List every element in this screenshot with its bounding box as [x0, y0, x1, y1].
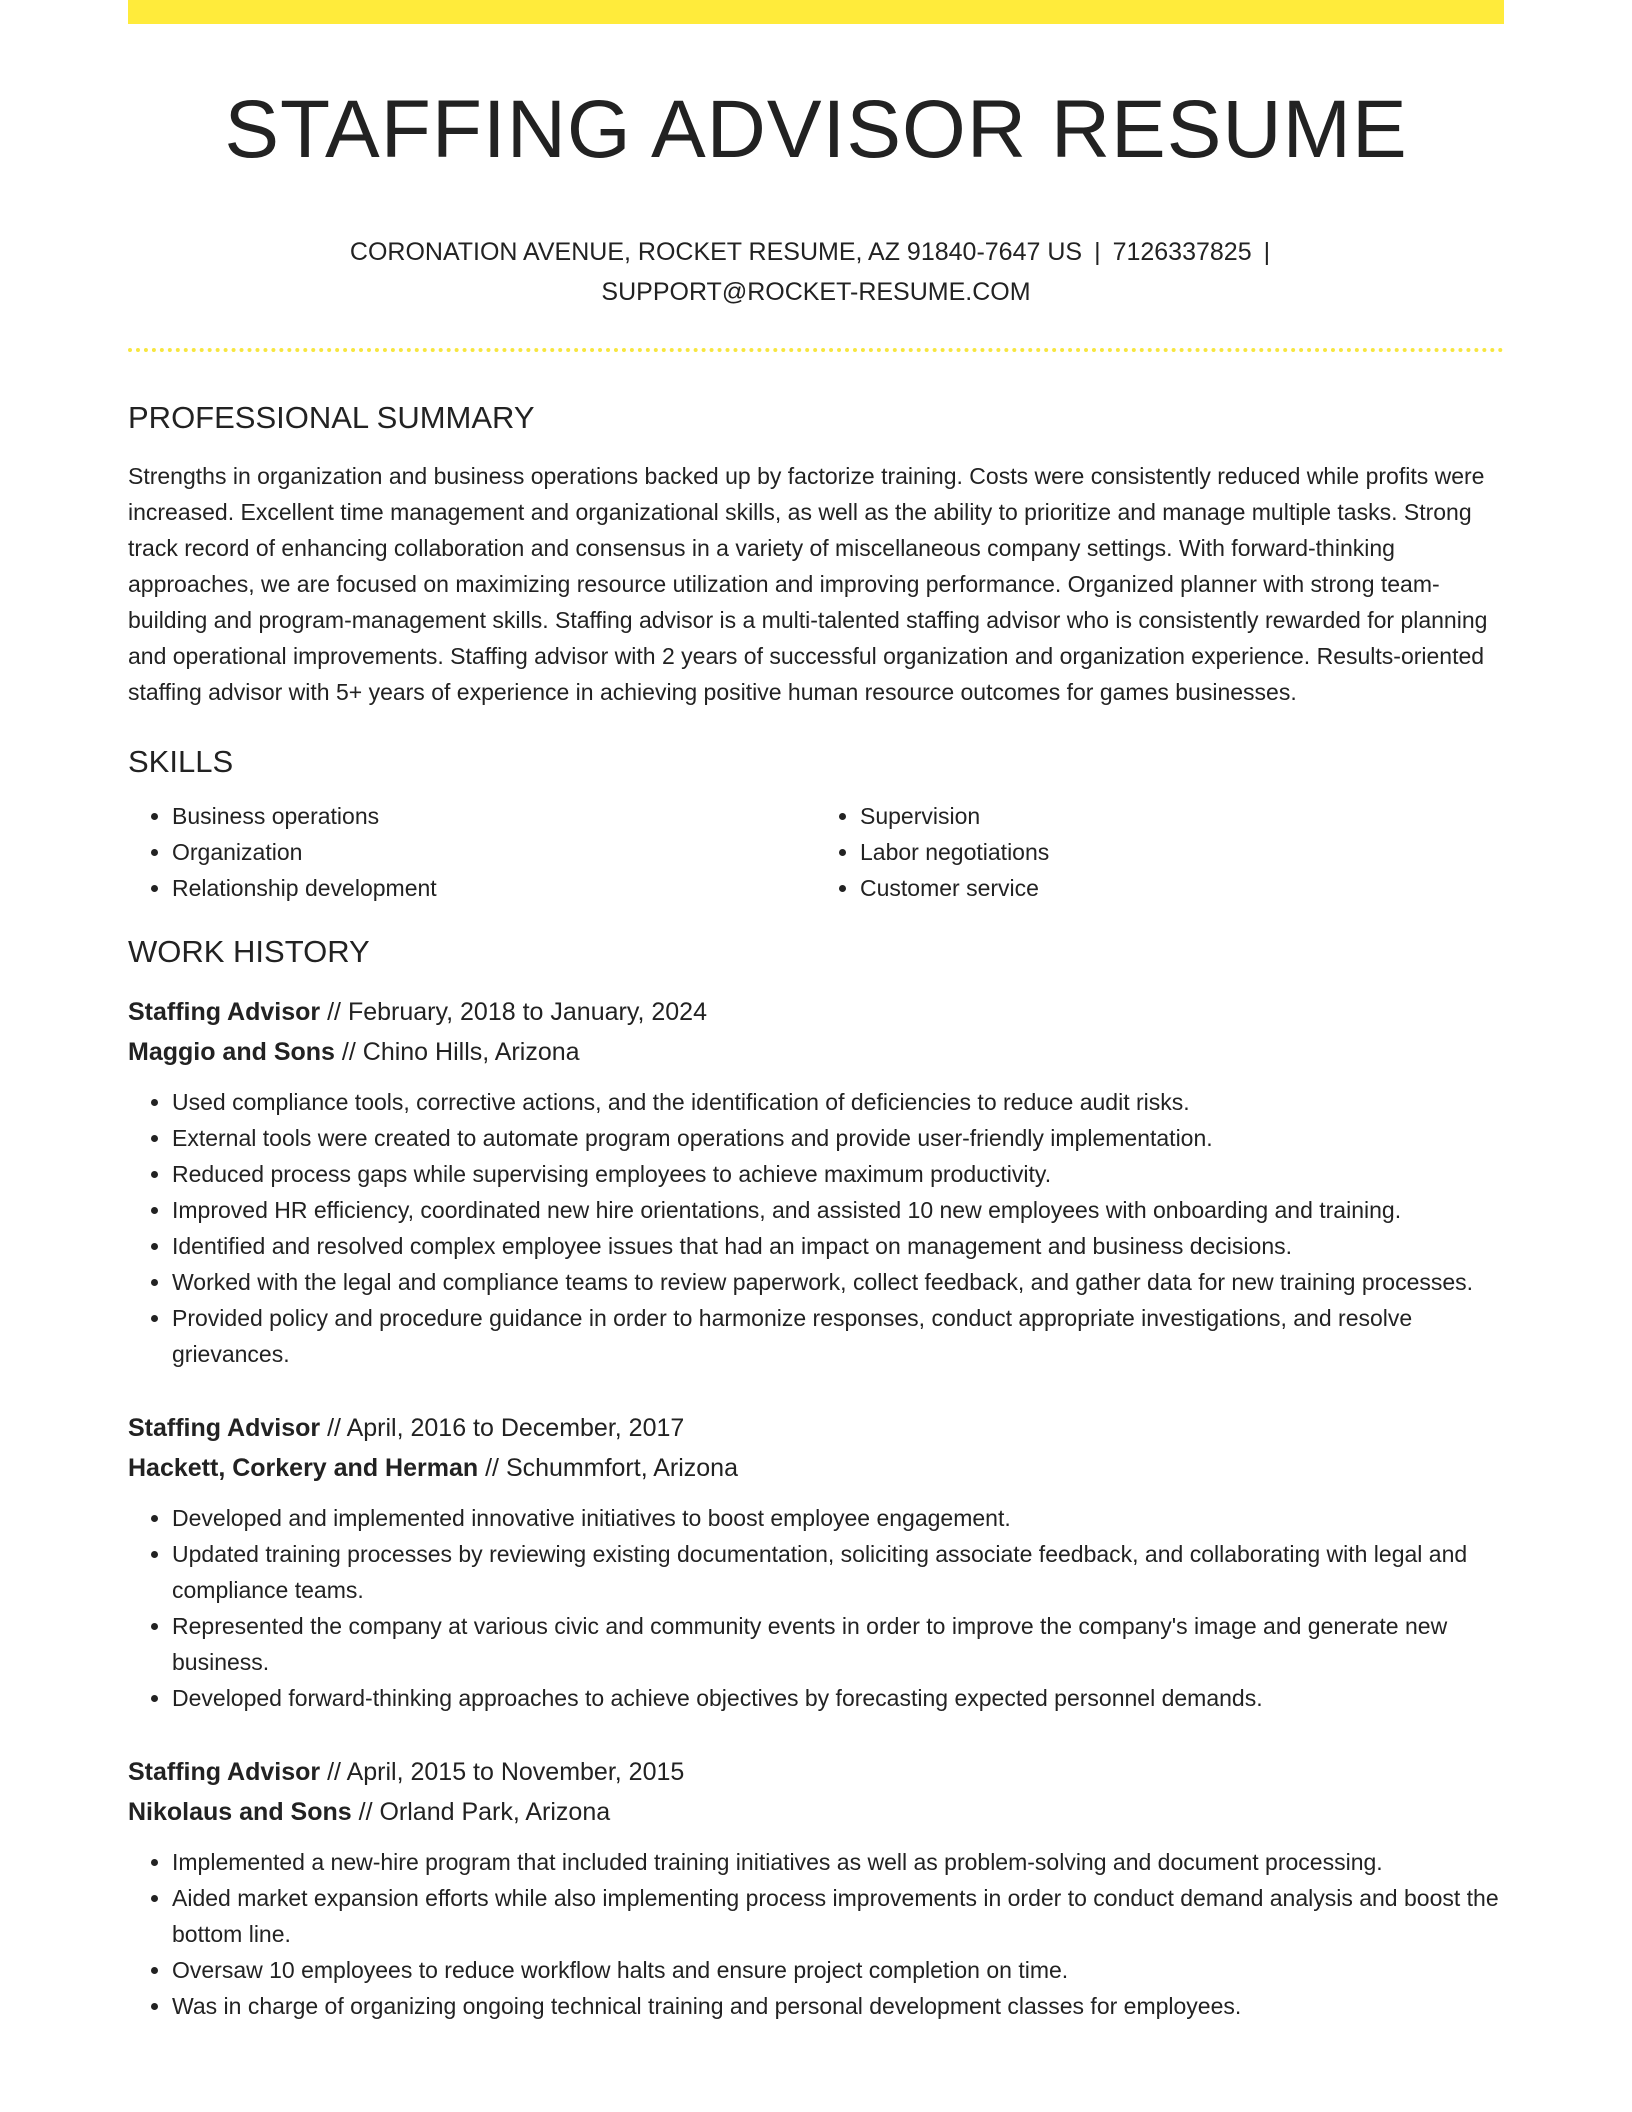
- job-title: Staffing Advisor: [128, 1758, 321, 1786]
- job-bullet: • Implemented a new-hire program that included training initiatives as well as problem-solving and document processing.: [172, 1844, 1504, 1880]
- skill-item: • Supervision: [860, 798, 1504, 834]
- resume-page: [128, 0, 1504, 2024]
- job-entry: [128, 1408, 1504, 1716]
- job-bullet: • Oversaw 10 employees to reduce workflow halts and ensure project completion on time.: [172, 1952, 1504, 1988]
- summary-heading: PROFESSIONAL SUMMARY: [128, 400, 535, 435]
- job-company-line: [128, 1448, 1504, 1488]
- job-bullet: • Represented the company at various civic and community events in order to improve the company's image and generate new business.: [172, 1608, 1504, 1680]
- contact-separator: |: [1094, 238, 1101, 266]
- delimiter: //: [341, 1038, 356, 1066]
- contact-info: [266, 232, 1366, 312]
- job-bullet: • Developed forward-thinking approaches to achieve objectives by forecasting expected personnel demands.: [172, 1680, 1504, 1716]
- delimiter: //: [327, 1414, 341, 1442]
- job-dates: April, 2015 to November, 2015: [346, 1758, 685, 1786]
- page-title: STAFFING ADVISOR RESUME: [224, 84, 1408, 175]
- skill-item: • Labor negotiations: [860, 834, 1504, 870]
- delimiter: //: [327, 1758, 341, 1786]
- job-company: Hackett, Corkery and Herman: [128, 1454, 479, 1482]
- job-title-line: [128, 1408, 1504, 1448]
- job-bullet: • Reduced process gaps while supervising employees to achieve maximum productivity.: [172, 1156, 1504, 1192]
- address: CORONATION AVENUE, ROCKET RESUME, AZ 91840-7647 US: [349, 238, 1083, 266]
- job-location: Orland Park, Arizona: [379, 1798, 611, 1826]
- contact-separator: |: [1263, 238, 1271, 266]
- job-bullet: • Provided policy and procedure guidance in order to harmonize responses, conduct appropriate investigations, and resolve grievances.: [172, 1300, 1504, 1372]
- job-bullet: • External tools were created to automate program operations and provide user-friendly implementation.: [172, 1120, 1504, 1156]
- job-title-line: [128, 992, 1504, 1032]
- job-dates: February, 2018 to January, 2024: [347, 998, 707, 1026]
- skills-column-left: [128, 798, 816, 906]
- delimiter: //: [327, 998, 341, 1026]
- job-company: Nikolaus and Sons: [128, 1798, 352, 1826]
- skill-item: • Relationship development: [172, 870, 816, 906]
- skills-column-right: [816, 798, 1504, 906]
- job-bullet: • Improved HR efficiency, coordinated new hire orientations, and assisted 10 new employees with onboarding and training.: [172, 1192, 1504, 1228]
- job-bullets: [128, 1084, 1504, 1372]
- delimiter: //: [485, 1454, 499, 1482]
- job-company-line: [128, 1032, 1504, 1072]
- job-bullet: • Used compliance tools, corrective actions, and the identification of deficiencies to reduce audit risks.: [172, 1084, 1504, 1120]
- job-title: Staffing Advisor: [128, 1414, 321, 1442]
- job-title: Staffing Advisor: [128, 998, 321, 1026]
- job-dates: April, 2016 to December, 2017: [346, 1414, 685, 1442]
- job-bullet: • Updated training processes by reviewing existing documentation, soliciting associate feedback, and collaborating with legal and compliance teams.: [172, 1536, 1504, 1608]
- accent-bar: [128, 0, 1504, 24]
- job-location: Schummfort, Arizona: [505, 1454, 738, 1482]
- job-entry: [128, 992, 1504, 1372]
- job-bullet: • Worked with the legal and compliance teams to review paperwork, collect feedback, and gather data for new training processes.: [172, 1264, 1504, 1300]
- job-bullet: • Identified and resolved complex employee issues that had an impact on management and business decisions.: [172, 1228, 1504, 1264]
- job-bullets: [128, 1500, 1504, 1716]
- job-entry: [128, 1752, 1504, 2024]
- job-company: Maggio and Sons: [128, 1038, 335, 1066]
- skills-list: [128, 798, 1504, 906]
- skills-heading: SKILLS: [128, 744, 234, 779]
- summary-text: Strengths in organization and business operations backed up by factorize training. Costs were consistently reduced while profits were increased. Excellent time management and organizational skills, as well as the ability to prioritize and manage multiple tasks. Strong track record of enhancing collaboration and consensus in a variety of miscellaneous company settings. With forward-thinking approaches, we are focused on maximizing resource utilization and improving performance. Organized planner with strong team-building and program-management skills. Staffing advisor is a multi-talented staffing advisor who is consistently rewarded for planning and operational improvements. Staffing advisor with 2 years of successful organization and organization experience. Results-oriented staffing advisor with 5+ years of experience in achieving positive human resource outcomes for games businesses.: [128, 463, 1488, 705]
- job-bullets: [128, 1844, 1504, 2024]
- job-bullet: • Was in charge of organizing ongoing technical training and personal development classes for employees.: [172, 1988, 1504, 2024]
- skill-item: • Business operations: [172, 798, 816, 834]
- divider: [128, 348, 1504, 352]
- work-history-heading: WORK HISTORY: [128, 934, 370, 969]
- phone: 7126337825: [1112, 238, 1252, 266]
- job-location: Chino Hills, Arizona: [362, 1038, 580, 1066]
- job-title-line: [128, 1752, 1504, 1792]
- delimiter: //: [358, 1798, 373, 1826]
- email: SUPPORT@ROCKET-RESUME.COM: [601, 278, 1031, 306]
- job-bullet: • Developed and implemented innovative initiatives to boost employee engagement.: [172, 1500, 1504, 1536]
- job-company-line: [128, 1792, 1504, 1832]
- skill-item: • Organization: [172, 834, 816, 870]
- job-bullet: • Aided market expansion efforts while also implementing process improvements in order to conduct demand analysis and boost the bottom line.: [172, 1880, 1504, 1952]
- skill-item: • Customer service: [860, 870, 1504, 906]
